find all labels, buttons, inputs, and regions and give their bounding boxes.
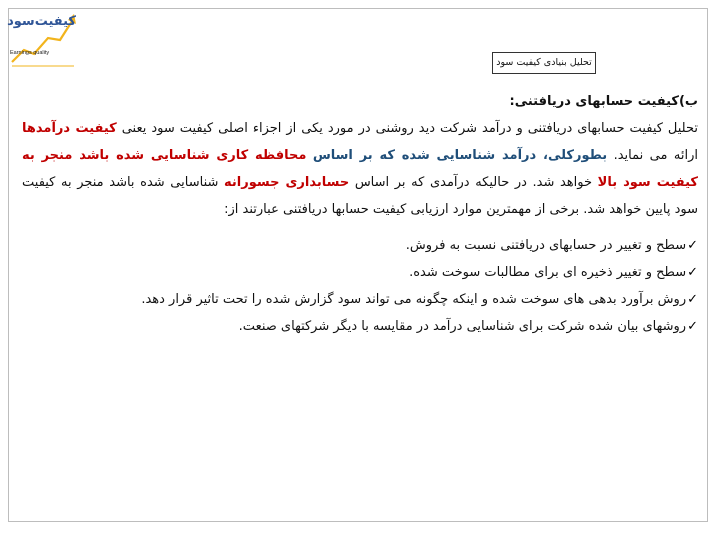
list-item-text: سطح و تغییر در حسابهای دریافتنی نسبت به فروش.: [405, 238, 687, 253]
list-item-text: روشهای بیان شده شرکت برای شناسایی درآمد در مقایسه با دیگر شرکتهای صنعت.: [238, 319, 687, 334]
logo-title: کیفیت‌سود: [7, 14, 76, 29]
paragraph-text: ارائه می نماید.: [607, 148, 698, 163]
section-heading: ب)کیفیت حسابهای دریافتنی:: [509, 94, 698, 109]
topic-box: تحلیل بنیادی کیفیت سود: [492, 52, 596, 74]
list-item: [22, 259, 698, 286]
highlight-general-statement: بطورکلی، درآمد شناسایی شده که بر اساس: [312, 148, 608, 163]
check-icon: ✓: [687, 238, 698, 253]
check-icon: ✓: [687, 265, 698, 280]
main-content: [22, 88, 698, 340]
paragraph-text: شناسایی شده باشد منجر به کیفیت سود پایین خواهد شد. برخی از مهمترین موارد ارزیابی کیفیت حسابها دریافتنی عبارتند از:: [22, 175, 698, 217]
paragraph-text: تحلیل کیفیت حسابهای دریافتنی و درآمد شرکت دید روشنی در مورد یکی از اجزاء اصلی کیفیت سود یعنی: [116, 121, 698, 136]
bullet-list: [22, 232, 698, 340]
body-paragraph: [22, 115, 698, 223]
list-item: [22, 313, 698, 340]
paragraph-text: خواهد شد. در حالیکه درآمدی که بر اساس: [349, 175, 598, 190]
list-item-text: سطح و تغییر ذخیره ای برای مطالبات سوخت شده.: [409, 265, 687, 280]
check-icon: ✓: [687, 292, 698, 307]
highlight-aggressive-accounting: حسابداری جسورانه: [224, 175, 350, 190]
list-item: [22, 286, 698, 313]
list-item-text: روش برآورد بدهی های سوخت شده و اینکه چگونه می تواند سود گزارش شده را تحت تاثیر قرار دهد.: [141, 292, 687, 307]
list-item: [22, 232, 698, 259]
highlight-conservatism: محافظه کاری شناسایی شده باشد منجر به کیفیت سود بالا: [22, 148, 698, 190]
check-icon: ✓: [687, 319, 698, 334]
highlight-revenue-quality: کیفیت درآمدها: [22, 121, 117, 136]
logo: [8, 10, 78, 68]
logo-subtitle: Earnings quality: [10, 50, 50, 56]
